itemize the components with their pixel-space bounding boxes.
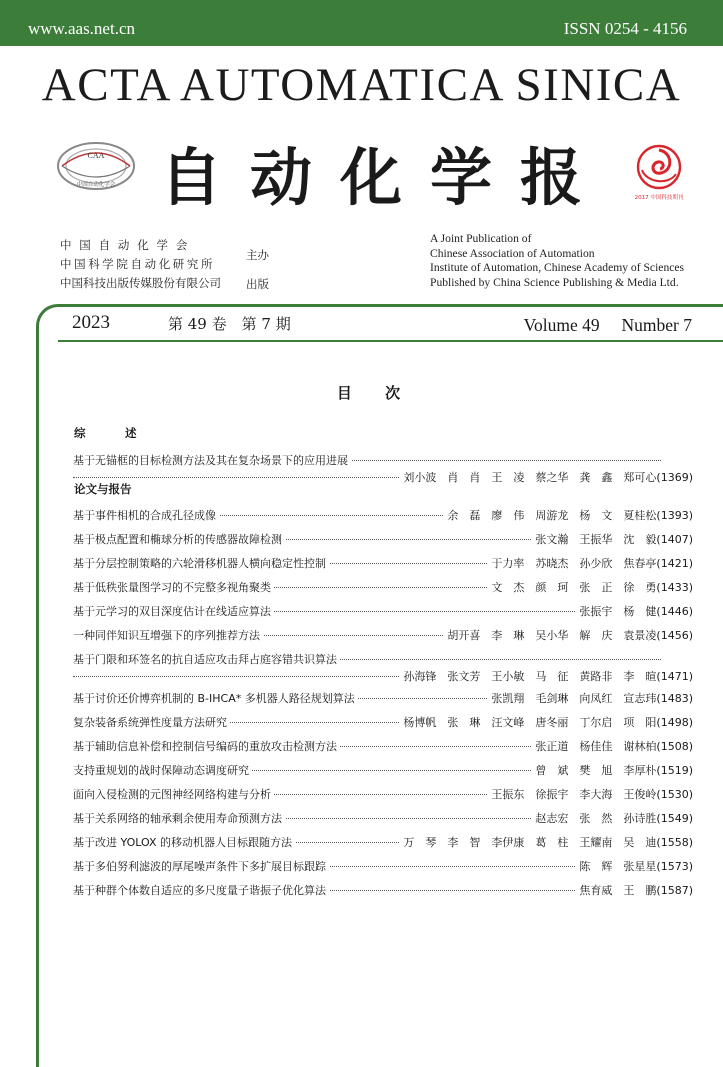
toc-entry[interactable] [73,762,693,778]
toc-entry-title: 基于门限和环签名的抗自适应攻击拜占庭容错共识算法 [73,651,340,667]
toc-entry[interactable] [73,651,693,683]
toc-entry-title: 基于分层控制策略的六轮滑移机器人横向稳定性控制 [73,555,329,571]
toc-entry-authors: 陈 辉 张星星(1573) [576,858,693,874]
toc-entry-authors: 张正道 杨佳佳 谢林柏(1508) [532,738,693,754]
toc-entry-title: 基于种群个体数自适应的多尺度量子谐振子优化算法 [73,882,329,898]
toc-entry-title: 基于低秩张量图学习的不完整多视角聚类 [73,579,274,595]
toc-entry[interactable] [73,738,693,754]
toc-entry-authors: 杨博帆 张 琳 汪文峰 唐冬丽 丁尔启 项 阳(1498) [400,714,693,730]
publisher-cn-2: 中国科学院自动化研究所 [60,257,216,271]
toc-entry[interactable] [73,531,693,547]
caa-logo-text: CAA [87,151,105,160]
toc-entry[interactable] [73,810,693,826]
toc-entry-title: 一种同伴知识互增强下的序列推荐方法 [73,627,263,643]
publisher-en-line: Chinese Association of Automation [430,246,595,260]
toc-entry[interactable] [73,579,693,595]
toc-entry-title: 复杂装备系统弹性度量方法研究 [73,714,230,730]
award-logo-caption: 2017 中国科技期刊 [634,195,684,201]
toc-entry-authors: 赵志宏 张 然 孙诗胜(1549) [532,810,693,826]
toc-entry[interactable] [73,858,693,874]
toc-entry-authors: 张凯翔 毛剑琳 向凤红 宣志玮(1483) [488,690,693,706]
toc-entry-title: 基于无锚框的目标检测方法及其在复杂场景下的应用进展 [73,452,351,468]
toc-entry-title: 基于极点配置和椭球分析的传感器故障检测 [73,531,285,547]
toc-entry-authors: 张振宇 杨 健(1446) [576,603,693,619]
publishers-cn [60,236,221,293]
issue-volume-cn: 第 49 卷 第 7 期 [168,315,291,333]
publisher-cn-3: 中国科技出版传媒股份有限公司 [60,276,221,290]
issue-volume-en: Volume 49 Number 7 [523,315,692,335]
publisher-en-line: Published by China Science Publishing & Media Ltd. [430,275,679,289]
publisher-en-line: Institute of Automation, Chinese Academy of Sciences [430,261,685,275]
content-frame [36,304,723,1067]
toc-title: 目 次 [336,384,415,402]
journal-title-en: ACTA AUTOMATICA SINICA [41,59,682,111]
toc-entry-authors: 万 琴 李 智 李伊康 葛 柱 王耀南 吴 迪(1558) [400,834,693,850]
publisher-en-line: A Joint Publication of [430,232,532,245]
publisher-cn-1: 中国自动化学会 [60,238,196,252]
toc-entry[interactable] [73,507,693,523]
toc-entry-authors: 王振东 徐振宇 李大海 王俊岭(1530) [488,786,693,802]
toc-entry[interactable] [73,786,693,802]
publishers-en [430,232,684,290]
toc-entry-title: 面向入侵检测的元图神经网络构建与分析 [73,786,274,802]
toc-entry[interactable] [73,627,693,643]
toc-entry[interactable] [73,690,693,706]
toc-entry[interactable] [73,555,693,571]
section-review-heading: 综 述 [74,426,151,440]
toc-entry-title: 基于元学习的双目深度估计在线适应算法 [73,603,274,619]
toc-entry-authors: 胡开喜 李 琳 吴小华 解 庆 袁景凌(1456) [444,627,693,643]
caa-logo-icon [56,134,136,200]
issue-divider [58,340,723,342]
toc-entry[interactable] [73,714,693,730]
toc-entry[interactable] [73,603,693,619]
journal-url[interactable]: www.aas.net.cn [28,19,135,38]
toc-entry-authors: 曾 斌 樊 旭 李厚朴(1519) [532,762,693,778]
top-bar [0,0,723,46]
toc-entry-authors: 余 磊 廖 伟 周游龙 杨 文 夏桂松(1393) [444,507,693,523]
issue-year: 2023 [72,312,110,333]
toc-entry-title: 基于多伯努利滤波的厚尾噪声条件下多扩展目标跟踪 [73,858,329,874]
section-papers-heading: 论文与报告 [74,482,132,496]
toc-entry-authors: 张文瀚 王振华 沈 毅(1407) [532,531,693,547]
toc-entry[interactable] [73,452,693,484]
toc-entry-title: 基于辅助信息补偿和控制信号编码的重放攻击检测方法 [73,738,340,754]
toc-entry-title: 基于事件相机的合成孔径成像 [73,507,219,523]
toc-entry[interactable] [73,882,693,898]
role-sponsor: 主办 [246,248,269,262]
toc-entry-authors: 焦育威 王 鹏(1587) [576,882,693,898]
journal-title-cn: 自动化学报 [160,141,611,214]
caa-logo-caption: 中国自动化学会 [76,182,116,188]
toc-entry-title: 基于讨价还价博弈机制的 B-IHCA* 多机器人路径规划算法 [73,690,358,706]
toc-entry-authors: 文 杰 颜 珂 张 正 徐 勇(1433) [488,579,693,595]
toc-entry[interactable] [73,834,693,850]
toc-entry-title: 基于关系网络的轴承剩余使用寿命预测方法 [73,810,285,826]
role-publisher: 出版 [246,277,269,291]
issn-label: ISSN 0254 - 4156 [563,19,687,38]
toc-entry-authors: 孙海锋 张文芳 王小敏 马 征 黄路非 李 暄(1471) [400,668,693,684]
toc-entry-authors: 刘小波 肖 肖 王 凌 蔡之华 龚 鑫 郑可心(1369) [400,469,693,485]
toc-entry-title: 基于改进 YOLOX 的移动机器人目标跟随方法 [73,834,295,850]
toc-entry-authors: 于力率 苏晓杰 孙少欣 焦春亭(1421) [488,555,693,571]
toc-entry-title: 支持重规划的战时保障动态调度研究 [73,762,252,778]
award-logo-icon [628,140,690,202]
